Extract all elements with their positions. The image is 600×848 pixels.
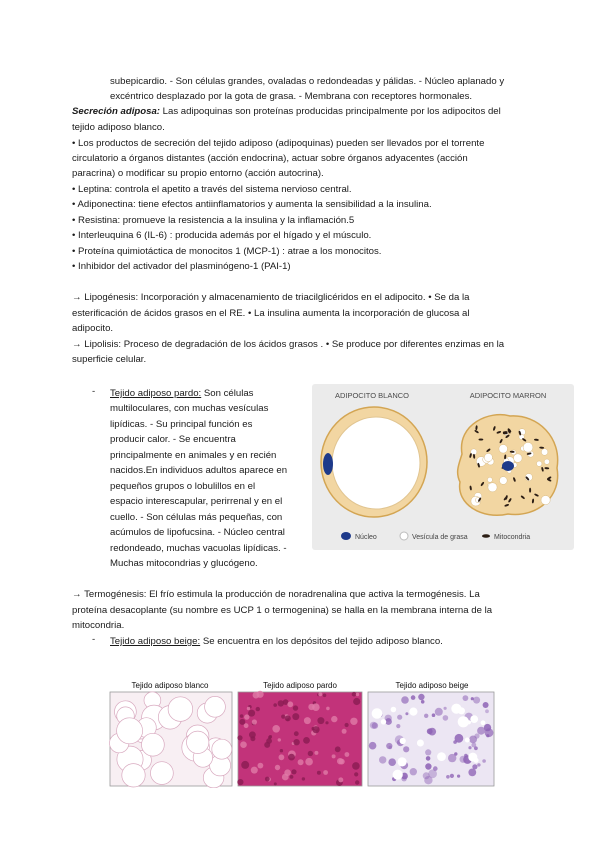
brown-adipose-texture [240,741,247,748]
bullet-item: • Proteína quimiotáctica de monocitos 1 (MCP-1) : atrae a los monocitos. [72,246,382,257]
beige-adipose-texture [468,769,476,777]
text-line: Las adipoquinas son proteínas producidas principalmente por los adipocitos del [159,106,501,117]
brown-adipocyte-nucleus [502,461,514,471]
panel-white-adipose [110,692,233,788]
brown-adipose-texture [253,692,260,699]
beige-adipose-vacuole [391,707,397,713]
beige-adipose-texture [411,695,416,700]
pardo-first-line [110,386,253,402]
brown-adipose-texture [280,749,283,752]
text-line: redondeado, muchas vacuolas lipídicas. - [110,543,287,554]
legend-nucleus-label: Núcleo [355,534,377,541]
brown-adipose-texture [353,698,360,705]
beige-adipose-vacuole [470,715,478,723]
brown-adipose-texture [337,758,343,764]
text-line: espacio interescapular, perirrenal y en el [110,496,283,507]
text-line: • Los productos de secreción del tejido adiposo (adipoquinas) pueden ser llevados por el torrente [72,138,485,149]
beige-adipose-texture [403,746,409,752]
brown-adipose-texture [345,723,349,727]
white-adipose-cell [205,696,226,717]
brown-adipose-texture [303,737,310,744]
panel-label-blanco: Tejido adiposo blanco [131,681,209,690]
brown-adipose-texture [237,779,243,785]
beige-adipose-texture [426,756,431,761]
white-adipose-cell [212,739,232,759]
lipid-droplet [487,477,492,482]
beige-adipose-vacuole [437,752,446,761]
section-heading-secrecion: Secreción adiposa: [72,106,160,117]
beige-adipose-texture [457,775,460,778]
brown-adipose-texture [331,716,337,722]
panel-beige-adipose [368,692,494,786]
beige-adipose-texture [485,709,489,713]
brown-adipose-texture [287,701,293,707]
brown-adipose-texture [284,769,291,776]
text-line: acúmulos de lipofucsina. - Núcleo central [110,527,285,538]
bullet-item: • Leptina: controla el apetito a través del sistema nervioso central. [72,184,352,195]
beige-adipose-texture [379,756,386,763]
beige-adipose-vacuole [381,719,386,724]
lipid-droplet [541,449,548,456]
brown-adipose-texture [274,782,277,785]
legend-vesicle-icon [400,532,408,540]
brown-adipose-texture [312,703,320,711]
beige-adipose-vacuole [465,738,470,743]
brown-adipose-texture [244,714,249,719]
brown-adipose-texture [294,731,299,736]
white-adipose-cell [168,697,193,722]
beige-adipose-texture [482,759,486,763]
text-line: → Lipolisis: Proceso de degradación de los ácidos grasos . • Se produce por diferentes enzimas en la [72,339,505,350]
beige-adipose-texture [448,754,456,762]
beige-adipose-texture [410,768,417,775]
beige-adipose-texture [468,746,471,749]
brown-adipose-texture [291,769,296,774]
brown-adipose-texture [273,703,277,707]
lipid-droplet [488,483,497,492]
text-line: esterificación de ácidos grasos en el RE. • La insulina aumenta la incorporación de glucosa al [72,308,470,319]
section-heading-pardo: Tejido adiposo pardo: [110,388,202,399]
beige-adipose-vacuole [467,720,471,724]
brown-adipose-texture [304,717,311,724]
list-dash: - [92,386,96,397]
brown-adipose-texture [352,762,360,770]
figure-title-marron: ADIPOCITO MARRON [469,391,547,400]
brown-adipose-texture [256,707,260,711]
brown-adipose-texture [298,759,304,765]
brown-adipose-texture [241,761,249,769]
beige-adipose-texture [401,696,409,704]
text-line: circulatorio a órganos distantes (acción endocrina), actuar sobre órganos adyacentes (acción [72,153,468,164]
white-adipose-cell [122,764,145,787]
beige-adipose-texture [486,734,489,737]
histology-figure [108,678,498,788]
beige-adipose-texture [425,749,431,755]
white-adipocyte-lipid-droplet [332,417,420,509]
text-line: adipocito. [72,323,114,334]
white-adipose-cell [142,733,165,756]
beige-adipose-texture [388,758,396,766]
bullet-item: • Interleuquina 6 (IL-6) : producida además por el hígado y el músculo. [72,230,372,241]
brown-adipose-texture [278,700,284,706]
text-line: producir calor. - Se encuentra [110,434,236,445]
beige-adipose-vacuole [481,720,486,725]
panel-brown-adipose [237,691,362,786]
brown-adipose-texture [239,719,245,725]
beige-adipose-texture [444,707,447,710]
brown-adipose-texture [325,721,328,724]
beige-adipose-texture [423,772,430,779]
text-line: subepicardio. - Son células grandes, ovaladas o redondeadas y pálidas. - Núcleo aplanado y [110,76,505,87]
text-line: Muchas mitocondrias y glucógeno. [110,558,258,569]
brown-adipose-texture [352,692,357,697]
brown-adipose-texture [326,707,330,711]
legend-mitochondria-label: Mitocondria [494,534,531,541]
beige-adipose-texture [474,733,479,738]
brown-adipose-texture [279,754,285,760]
brown-adipose-texture [251,767,258,774]
text-line: proteína desacoplante (su nombre es UCP 1 o termogenina) se halla en la membrana interna de la [72,605,493,616]
beige-adipose-texture [424,714,428,718]
brown-adipose-texture [345,752,350,757]
brown-adipose-texture [338,777,343,782]
beige-adipose-texture [389,746,393,750]
brown-adipose-texture [278,738,281,741]
brown-adipose-texture [314,751,318,755]
lipid-droplet [514,454,523,463]
brown-adipose-texture [323,770,328,775]
beige-adipose-texture [483,702,489,708]
beige-adipose-texture [432,713,436,717]
beige-adipose-texture [421,700,425,704]
mitochondrion [479,439,484,441]
beige-adipose-texture [427,728,433,734]
text-line: Son células [201,388,254,399]
beige-adipose-vacuole [400,738,406,744]
beige-adipose-texture [446,775,450,779]
brown-adipose-texture [342,729,347,734]
brown-adipose-texture [317,771,321,775]
beige-adipose-vacuole [398,757,407,766]
brown-adipose-texture [247,707,250,710]
beige-adipose-vacuole [458,707,465,714]
text-line: multiloculares, con muchas vesículas [110,403,269,414]
text-line: nacidos.En individuos adultos aparece en [110,465,288,476]
lipid-droplet [499,445,508,454]
brown-adipose-texture [264,742,270,748]
white-adipose-cell [151,762,174,785]
brown-adipose-texture [356,693,359,696]
section-heading-beige: Tejido adiposo beige: [110,636,201,647]
panel-label-beige: Tejido adiposo beige [395,681,469,690]
text-line: tejido adiposo blanco. [72,122,165,133]
white-adipose-cell [187,731,209,753]
beige-adipose-texture [405,712,408,715]
beige-adipose-vacuole [468,753,477,762]
text-line: pequeños grupos o lobulillos en el [110,481,256,492]
beige-adipose-texture [443,715,449,721]
beige-adipose-texture [425,763,431,769]
bullet-item: • Adiponectina: tiene efectos antiinflamatorios y aumenta la sensibilidad a la insulina. [72,199,432,210]
brown-adipose-texture [268,736,271,739]
brown-adipose-texture [281,715,285,719]
lipid-droplet [499,477,507,485]
brown-adipose-texture [290,775,294,779]
brown-adipose-texture [355,780,359,784]
list-dash: - [92,634,96,645]
text-line: → Termogénesis: El frío estimula la producción de noradrenalina que activa la termogénesis. La [72,589,480,600]
text-line: cuello. - Son células más pequeñas, con [110,512,283,523]
beige-adipose-texture [369,742,377,750]
panel-label-pardo: Tejido adiposo pardo [263,681,337,690]
brown-adipose-texture [285,715,291,721]
brown-adipose-texture [312,726,319,733]
brown-adipose-texture [275,765,280,770]
beige-adipose-texture [471,697,474,700]
brown-adipose-texture [249,731,256,738]
beige-adipose-texture [463,695,469,701]
legend-mitochondria-icon [482,534,490,538]
text-line: principalmente en animales y en recién [110,450,277,461]
beige-adipose-texture [474,746,478,750]
bullet-item: • Inhibidor del activador del plasminógeno-1 (PAI-1) [72,261,291,272]
brown-adipose-texture [317,717,324,724]
legend-nucleus-icon [341,532,351,540]
beige-adipose-texture [396,724,400,728]
brown-adipose-texture [248,710,255,717]
text-line: lipídicas. - Su principal función es [110,419,253,430]
beige-adipose-vacuole [372,708,383,719]
brown-adipose-texture [308,751,313,756]
beige-adipose-texture [433,766,438,771]
lipid-droplet [537,461,542,466]
beige-line [110,634,443,650]
bullet-item: • Resistina: promueve la resistencia a la insulina y la inflamación.5 [72,215,355,226]
beige-adipose-texture [473,697,480,704]
brown-adipose-texture [292,713,299,720]
brown-adipose-texture [302,777,305,780]
legend-vesicle-label: Vesícula de grasa [412,534,468,541]
beige-adipose-vacuole [417,740,424,747]
beige-adipose-texture [477,763,480,766]
white-adipose-cell [117,718,143,744]
brown-adipose-texture [293,705,298,710]
text-line: superficie celular. [72,354,147,365]
brown-adipose-texture [240,714,244,718]
text-line: → Lipogénesis: Incorporación y almacenamiento de triacilglicéridos en el adipocito. • Se da la [72,292,470,303]
beige-adipose-texture [455,734,464,743]
brown-adipose-texture [252,719,257,724]
lipid-droplet [484,453,492,461]
beige-adipose-texture [435,708,443,716]
beige-adipose-vacuole [409,708,417,716]
brown-adipose-texture [237,735,242,740]
brown-adipose-texture [350,718,357,725]
brown-adipose-texture [293,739,299,745]
brown-adipose-texture [332,754,336,758]
brown-adipose-texture [323,694,327,698]
text-line: Se encuentra en los depósitos del tejido adiposo blanco. [200,636,443,647]
text-line: paracrina) o modificar su propio entorno (acción autocrina). [72,168,324,179]
lipid-droplet [544,459,549,464]
brown-adipose-texture [305,758,313,766]
brown-adipose-texture [288,754,295,761]
mitochondrion [529,488,531,493]
brown-adipose-texture [354,772,358,776]
paragraph-secrecion [72,104,501,120]
text-line: excéntrico desplazado por la gota de grasa. - Membrana con receptores hormonales. [110,91,473,102]
brown-adipose-texture [265,777,270,782]
lipid-droplet [523,442,533,452]
figure-title-blanco: ADIPOCITO BLANCO [334,391,410,400]
beige-adipose-texture [370,722,377,729]
adipocyte-diagram [312,384,574,550]
text-line: mitocondria. [72,620,125,631]
beige-adipose-vacuole [393,770,403,780]
beige-adipose-texture [418,694,424,700]
beige-adipose-texture [450,774,454,778]
brown-adipose-texture [335,746,341,752]
lipid-droplet [541,496,550,505]
brown-adipose-texture [318,692,322,696]
brown-adipose-texture [258,763,264,769]
beige-adipose-texture [397,715,402,720]
white-adipocyte-nucleus [323,453,333,475]
brown-adipose-texture [272,725,280,733]
